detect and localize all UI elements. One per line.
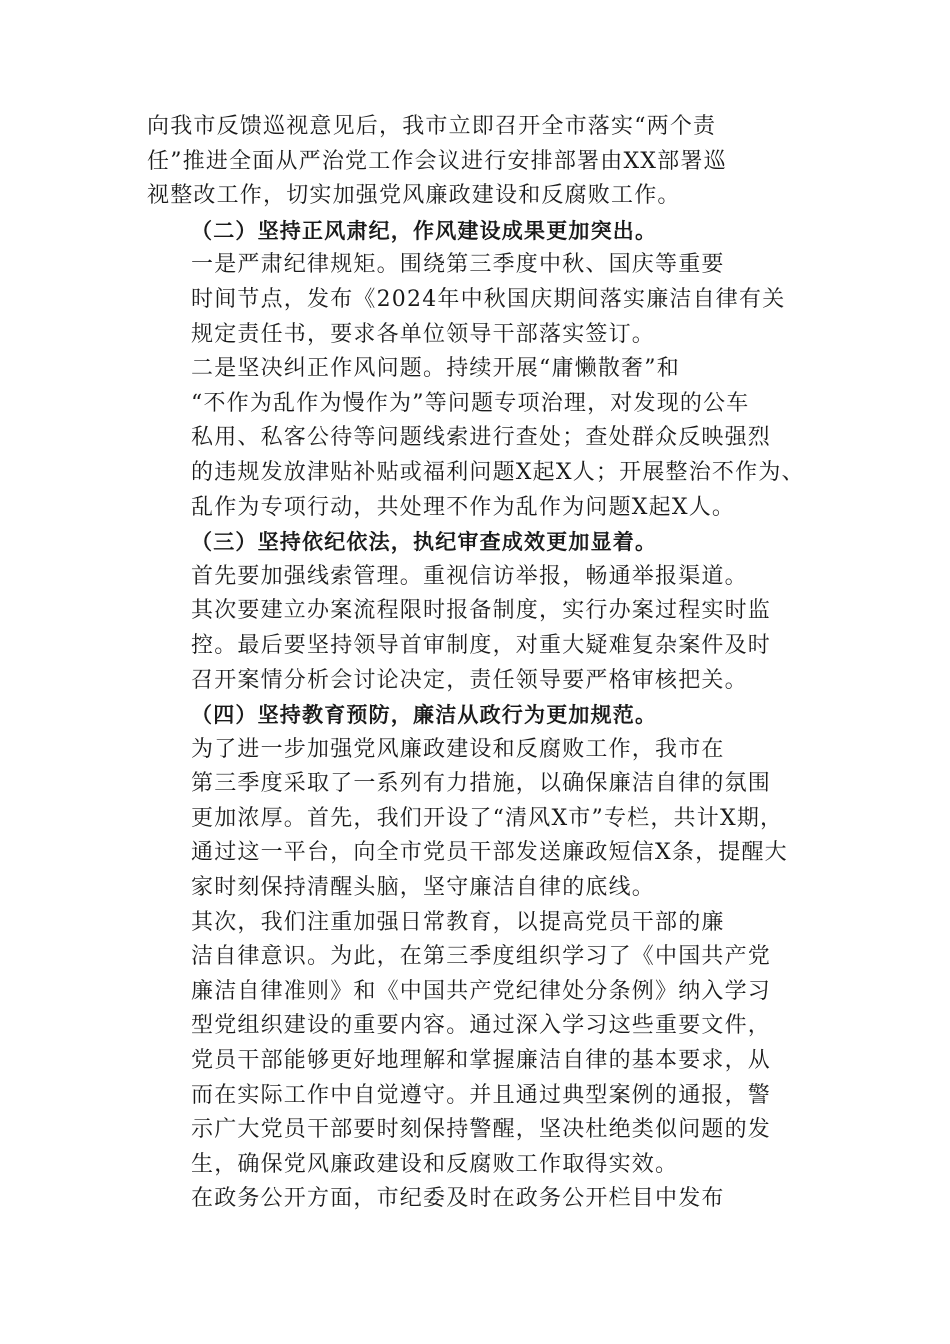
text-line: 型党组织建设的重要内容。通过深入学习这些重要文件， [191, 1013, 772, 1039]
body-paragraph [147, 352, 807, 525]
paragraph-continuation [147, 110, 807, 214]
body-paragraph [147, 1182, 807, 1217]
section-heading [147, 698, 807, 733]
text-line: 的违规发放津贴补贴或福利问题X起X人；开展整治不作为、 [191, 459, 805, 485]
text-line: 召开案情分析会讨论决定，责任领导要严格审核把关。 [191, 667, 748, 693]
body-paragraph [147, 560, 807, 698]
section-heading [147, 525, 807, 560]
text-line: （三）坚持依纪依法，执纪审查成效更加显着。 [191, 530, 658, 555]
text-line: 一是严肃纪律规矩。围绕第三季度中秋、国庆等重要 [191, 252, 725, 278]
section-heading [147, 214, 807, 249]
text-line: 任”推进全面从严治党工作会议进行安排部署由XX部署巡 [147, 148, 727, 174]
text-line: 示广大党员干部要时刻保持警醒，坚决杜绝类似问题的发 [191, 1117, 772, 1143]
text-line: 规定责任书，要求各单位领导干部落实签订。 [191, 321, 656, 347]
text-line: 其次，我们注重加强日常教育，以提高党员干部的廉 [191, 909, 725, 935]
text-line: 而在实际工作中自觉遵守。并且通过典型案例的通报，警 [191, 1082, 772, 1108]
text-line: 视整改工作，切实加强党风廉政建设和反腐败工作。 [147, 183, 681, 209]
body-paragraph [147, 248, 807, 352]
text-line: “不作为乱作为慢作为”等问题专项治理，对发现的公车 [191, 390, 750, 416]
document-page [147, 110, 807, 1217]
text-line: 在政务公开方面，市纪委及时在政务公开栏目中发布 [191, 1186, 725, 1212]
body-paragraph [147, 733, 807, 906]
text-line: 廉洁自律准则》和《中国共产党纪律处分条例》纳入学习 [191, 978, 772, 1004]
text-line: 生，确保党风廉政建设和反腐败工作取得实效。 [191, 1151, 679, 1177]
text-line: （四）坚持教育预防，廉洁从政行为更加规范。 [191, 703, 658, 728]
text-line: （二）坚持正风肃纪，作风建设成果更加突出。 [191, 218, 658, 243]
text-line: 为了进一步加强党风廉政建设和反腐败工作，我市在 [191, 736, 725, 762]
text-line: 党员干部能够更好地理解和掌握廉洁自律的基本要求，从 [191, 1048, 772, 1074]
text-line: 其次要建立办案流程限时报备制度，实行办案过程实时监 [191, 598, 772, 624]
text-line: 家时刻保持清醒头脑，坚守廉洁自律的底线。 [191, 875, 656, 901]
text-line: 向我市反馈巡视意见后，我市立即召开全市落实“两个责 [147, 114, 717, 139]
body-paragraph [147, 906, 807, 1183]
text-line: 首先要加强线索管理。重视信访举报，畅通举报渠道。 [191, 563, 748, 589]
text-line: 二是坚决纠正作风问题。持续开展“庸懒散奢”和 [191, 356, 680, 382]
text-line: 时间节点，发布《2024年中秋国庆期间落实廉洁自律有关 [191, 286, 786, 312]
text-line: 洁自律意识。为此，在第三季度组织学习了《中国共产党 [191, 944, 772, 970]
text-line: 第三季度采取了一系列有力措施，以确保廉洁自律的氛围 [191, 771, 772, 797]
text-line: 更加浓厚。首先，我们开设了“清风X市”专栏，共计X期， [191, 805, 784, 831]
text-line: 控。最后要坚持领导首审制度，对重大疑难复杂案件及时 [191, 632, 772, 658]
text-line: 通过这一平台，向全市党员干部发送廉政短信X条，提醒大 [191, 840, 788, 866]
text-line: 私用、私客公待等问题线索进行查处；查处群众反映强烈 [191, 425, 772, 451]
text-line: 乱作为专项行动，共处理不作为乱作为问题X起X人。 [191, 494, 736, 520]
